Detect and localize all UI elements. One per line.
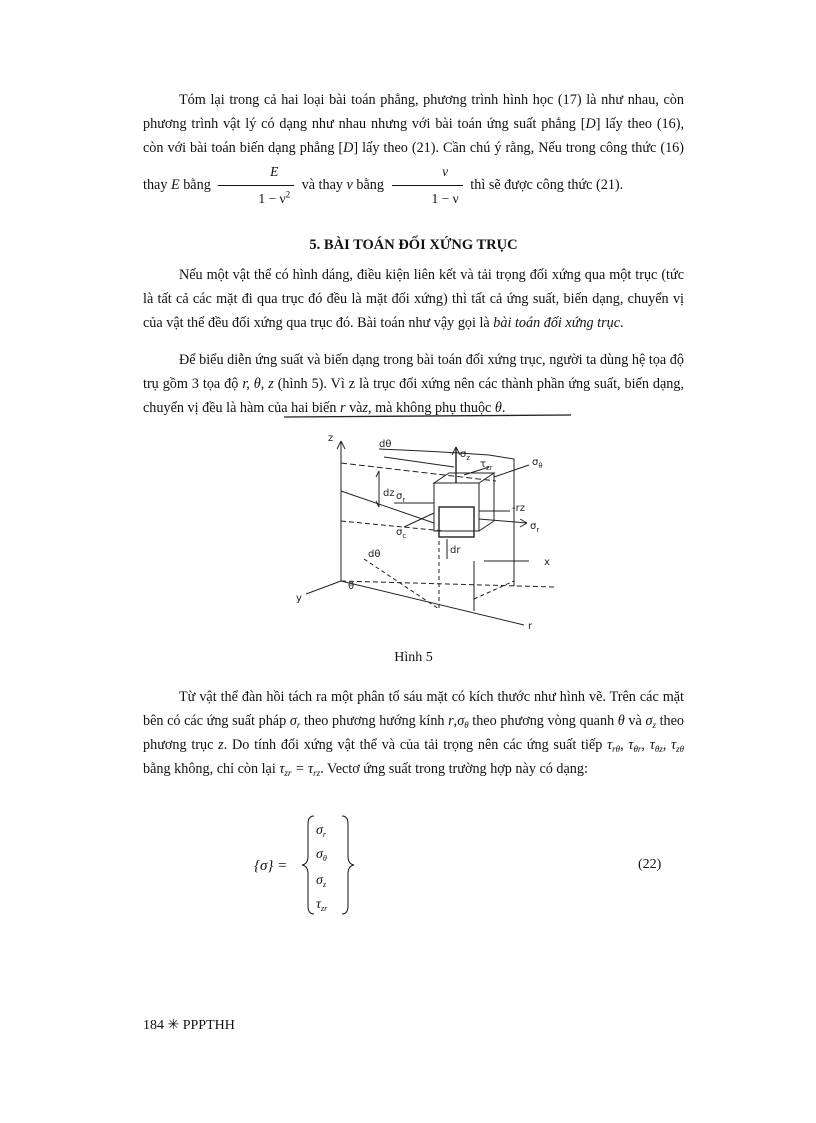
text-run: và thay — [301, 176, 343, 193]
symbol-e: E — [170, 176, 180, 193]
entry-subscript: zr — [321, 904, 328, 913]
text-run: bằng không, chỉ còn lại — [143, 761, 276, 777]
symbol-theta: θ — [494, 400, 502, 416]
text-run: theo phương vòng quanh — [472, 713, 615, 729]
symbol-nu: ν — [346, 176, 353, 193]
label-theta: θ — [348, 581, 355, 592]
symbol-z: z — [362, 400, 368, 416]
figure-caption: Hình 5 — [394, 650, 433, 665]
sigma-r-inline: $\sigma_r$ — [289, 713, 301, 730]
vector-entry-sigma-theta — [316, 847, 327, 863]
text-run: Tóm lại trong cả hai loại bài toán phẳng, phương trình hình học (17) là như nhau, còn phương trình vật lý có dạng như nhau nhưng với bài toán ứng suất phẳng — [143, 92, 684, 132]
denominator-base: 1 − ν — [258, 191, 286, 206]
sigma-c-sub: c — [402, 532, 407, 540]
fraction-numerator: ν — [442, 164, 449, 179]
sigma-z-inline: $\sigma_z$ — [645, 713, 656, 730]
entry-subscript: θ — [322, 854, 327, 863]
r-sigma-theta-inline: r — [448, 713, 454, 729]
z-inline: z — [218, 737, 224, 753]
tau-zr-sym: τ — [480, 459, 487, 470]
fraction-denominator — [218, 185, 294, 211]
paragraph-stress-components: Từ vật thể đàn hồi tách ra một phân tố sáu mặt có kích thước như hình vẽ. Trên các mặt bên có các ứng suất pháp $\sigma_r$ theo phương hướng kính $r,\sigma_\theta$ theo phương vòng quanh θ và $\sigma_z$ theo phương trục z. Do tính đối xứng vật thể và của tải trọng nên các ứng suất tiếp $\tau_{r\theta}$, $\tau_{\theta r}$, $\tau_{\theta z}$, $\tau_{z\theta}$ bằng không, chỉ còn lại $\tau_{zr} = \tau_{rz}$. Vectơ ứng suất trong trường hợp này có dạng: — [143, 689, 685, 778]
text-run: thì sẽ được công thức (21). — [470, 176, 624, 193]
label-sigma-r — [530, 521, 539, 534]
label-sigma-c — [396, 527, 406, 540]
fraction-denominator: 1 − ν — [392, 185, 463, 211]
entry-subscript: r — [322, 830, 327, 839]
fraction-e-over-1-nu2 — [218, 160, 294, 211]
label-sigma-r-left — [396, 491, 405, 504]
text-run: lấy theo (16), còn với bài toán biến dạng phẳng — [143, 116, 684, 156]
sigma-theta-sub: θ — [538, 462, 543, 470]
figure-cylindrical-element — [284, 411, 571, 637]
equation-lhs: {σ} = — [254, 858, 288, 874]
text-run: và — [628, 713, 642, 729]
italic-term: bài toán đối xứng trục — [493, 315, 621, 331]
tau-zr-equals-tau-rz: $\tau_{zr} = \tau_{rz}$ — [279, 761, 321, 778]
paragraph-coordinates: Để biểu diễn ứng suất và biến dạng trong bài toán đối xứng trục, người ta dùng hệ tọa độ trụ gồm 3 tọa độ r, θ, z (hình 5). Vì z là trục đối xứng nên các thành phần ứng suất, biến dạng, chuyển vị đều là hàm của hai biến r vàz, mà không phụ thuộc θ. — [143, 352, 685, 416]
label-dtheta-top: dθ — [379, 439, 392, 450]
theta-inline: θ — [617, 713, 625, 729]
text-run: , mà không phụ thuộc — [368, 400, 492, 416]
vector-entry-sigma-z — [316, 873, 327, 889]
label-dz: dz — [383, 488, 395, 499]
text-run: và — [349, 400, 363, 416]
text-run: Để biểu diễn ứng suất và biến dạng trong bài toán đối xứng trục, người ta dùng hệ tọa độ trụ gồm 3 tọa độ — [143, 352, 684, 392]
text-run: Từ vật thể đàn hồi tách ra một phân tố sáu mặt có kích thước như hình vẽ. Trên các mặt bên có các ứng suất pháp — [143, 689, 684, 729]
sigma-z-sym: σ — [460, 449, 467, 460]
text-run: bằng — [356, 176, 384, 193]
label-r-axis: r — [528, 621, 533, 632]
equation-drawing — [252, 812, 372, 918]
text-run: theo phương hướng kính — [303, 713, 445, 729]
sigma-theta-sym: σ — [532, 457, 539, 468]
entry-symbol: σ — [316, 873, 323, 888]
label-sigma-theta — [532, 457, 543, 470]
sigma-z-sub: z — [466, 454, 471, 462]
paragraph-definition: Nếu một vật thể có hình dáng, điều kiện liên kết và tải trọng đối xứng qua một trục (tức là tất cả các mặt đi qua trục đó đều là mặt đối xứng) thì tất cả ứng suất, biến dạng, chuyển vị của vật thể đều đối xứng qua trục đó. Bài toán như vậy gọi là bài toán đối xứng trục. — [143, 267, 684, 331]
paragraph-summary: Tóm lại trong cả hai loại bài toán phẳng, phương trình hình học (17) là như nhau, còn phương trình vật lý có dạng như nhau nhưng với bài toán ứng suất phẳng [D] lấy theo (16), còn với bài toán biến dạng phẳng [D] lấy theo (21). Cần chú ý rằng, Nếu trong công thức (16) thay E bằng $\frac{E}{1 - \nu^2}$ và thay ν bằng $\frac{\nu}{1 - \nu}$ thì sẽ được công thức (21). — [143, 88, 684, 211]
sigma-theta-inline: $\sigma_\theta$ — [457, 713, 469, 730]
text-run: bằng — [183, 176, 211, 193]
vector-entry-sigma-r — [316, 823, 327, 839]
label-tau-zr — [480, 459, 493, 472]
fraction-nu-over-1-nu — [392, 160, 463, 211]
entry-symbol: σ — [316, 847, 323, 862]
equation-number: (22) — [638, 857, 662, 872]
label-dtheta-bottom: dθ — [368, 549, 381, 560]
tau-zr-sub: zr — [486, 464, 493, 472]
text-run: . Vectơ ứng suất trong trường hợp này có dạng: — [320, 761, 588, 777]
figure-drawing — [284, 411, 571, 637]
matrix-d: D — [585, 116, 596, 132]
label-x-axis: x — [544, 557, 550, 568]
sigma-c-sym: σ — [396, 527, 403, 538]
entry-symbol: σ — [316, 823, 323, 838]
fraction-numerator: E — [270, 164, 279, 179]
label-dr: dr — [450, 545, 461, 556]
equation-stress-vector — [252, 812, 372, 918]
sigma-r-sym: σ — [530, 521, 537, 532]
page-footer: 184 ✳ PPPTHH — [143, 1018, 235, 1033]
matrix-d: D — [343, 140, 354, 156]
label-z-axis: z — [328, 433, 334, 444]
text-run: Nếu một vật thể có hình dáng, điều kiện liên kết và tải trọng đối xứng qua một trục (tức là tất cả các mặt đi qua trục đó đều là mặt đối xứng) thì tất cả ứng suất, biến dạng, chuyển vị của vật thể đều đối xứng qua trục đó. Bài toán như vậy gọi là — [143, 267, 684, 331]
sigma-r-left-sub: r — [402, 496, 406, 504]
sigma-r-left-sym: σ — [396, 491, 403, 502]
sigma-r-sub: r — [536, 526, 540, 534]
text-run: (hình 5). Vì z là trục đối xứng nên các thành phần ứng suất, biến dạng, chuyển vị đều là hàm của hai biến — [143, 376, 685, 416]
vector-entry-tau-zr — [316, 897, 328, 913]
label-y-axis: y — [296, 593, 302, 604]
label-sigma-z — [460, 449, 470, 462]
section-heading: 5. BÀI TOÁN ĐỐI XỨNG TRỤC — [309, 237, 518, 253]
text-run: . Do tính đối xứng vật thể và của tải trọng nên các ứng suất tiếp — [223, 737, 603, 753]
text-run: lấy theo (21). Cần chú ý rằng, Nếu trong công thức (16) thay — [143, 140, 684, 193]
shear-stresses-inline: $\tau_{r\theta}$, $\tau_{\theta r}$, $\tau_{\theta z}$, $\tau_{z\theta}$ — [607, 737, 685, 754]
coordinate-symbols: r, θ, z — [242, 376, 274, 392]
denominator-exponent: 2 — [285, 189, 291, 200]
label-rz: -rz — [512, 503, 525, 514]
entry-symbol: τ — [316, 897, 322, 912]
entry-subscript: z — [322, 880, 327, 889]
symbol-r: r — [339, 400, 346, 416]
text-run: theo phương trục — [143, 713, 685, 753]
